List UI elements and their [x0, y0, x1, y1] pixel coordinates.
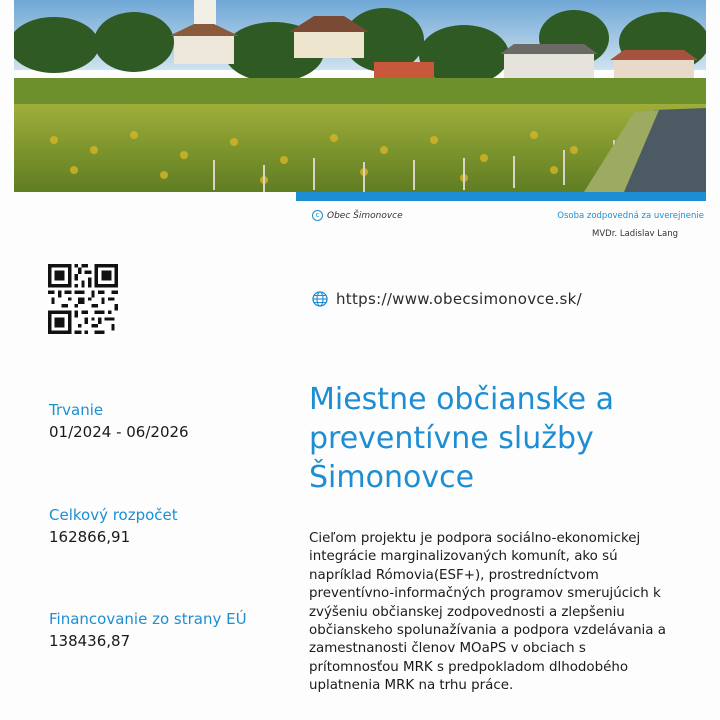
- budget-value: 162866,91: [49, 528, 131, 546]
- header-photo: [14, 0, 706, 192]
- landscape-image: [14, 0, 706, 192]
- website-url: https://www.obecsimonovce.sk/: [336, 290, 582, 308]
- budget-block: [49, 506, 178, 546]
- photo-credit: [312, 210, 403, 221]
- qr-code-icon[interactable]: [48, 264, 118, 334]
- responsible-label: Osoba zodpovedná za uverejnenie: [557, 211, 704, 221]
- accent-bar: [296, 192, 706, 201]
- website-link[interactable]: [312, 290, 582, 308]
- duration-block: [49, 401, 189, 441]
- responsible-name: MVDr. Ladislav Lang: [592, 229, 678, 239]
- project-title: Miestne občianske a preventívne služby Šimonovce: [309, 382, 615, 495]
- project-description: Cieľom projektu je podpora sociálno-ekonomickej integrácie marginalizovaných komunít, ako sú napríklad Rómovia(ESF+), prostredníctvom preventívno-informačných programov smerujúcich k zvýšeniu občianskej zodpovednosti a zlepšeniu občianskeho spolunažívania a podpora vzdelávania a zamestnanosti členov MOaPS v obciach s prítomnosťou MRK s predpokladom dlhodobého uplatnenia MRK na trhu práce.: [309, 531, 666, 694]
- eu-funding-value: 138436,87: [49, 632, 131, 650]
- eu-funding-block: [49, 610, 247, 650]
- globe-icon: [312, 291, 328, 307]
- eu-funding-label: Financovanie zo strany EÚ: [49, 610, 247, 628]
- duration-label: Trvanie: [49, 401, 104, 419]
- duration-value: 01/2024 - 06/2026: [49, 423, 189, 441]
- copyright-icon: c: [312, 210, 323, 221]
- photo-credit-text: Obec Šimonovce: [327, 210, 403, 221]
- budget-label: Celkový rozpočet: [49, 506, 178, 524]
